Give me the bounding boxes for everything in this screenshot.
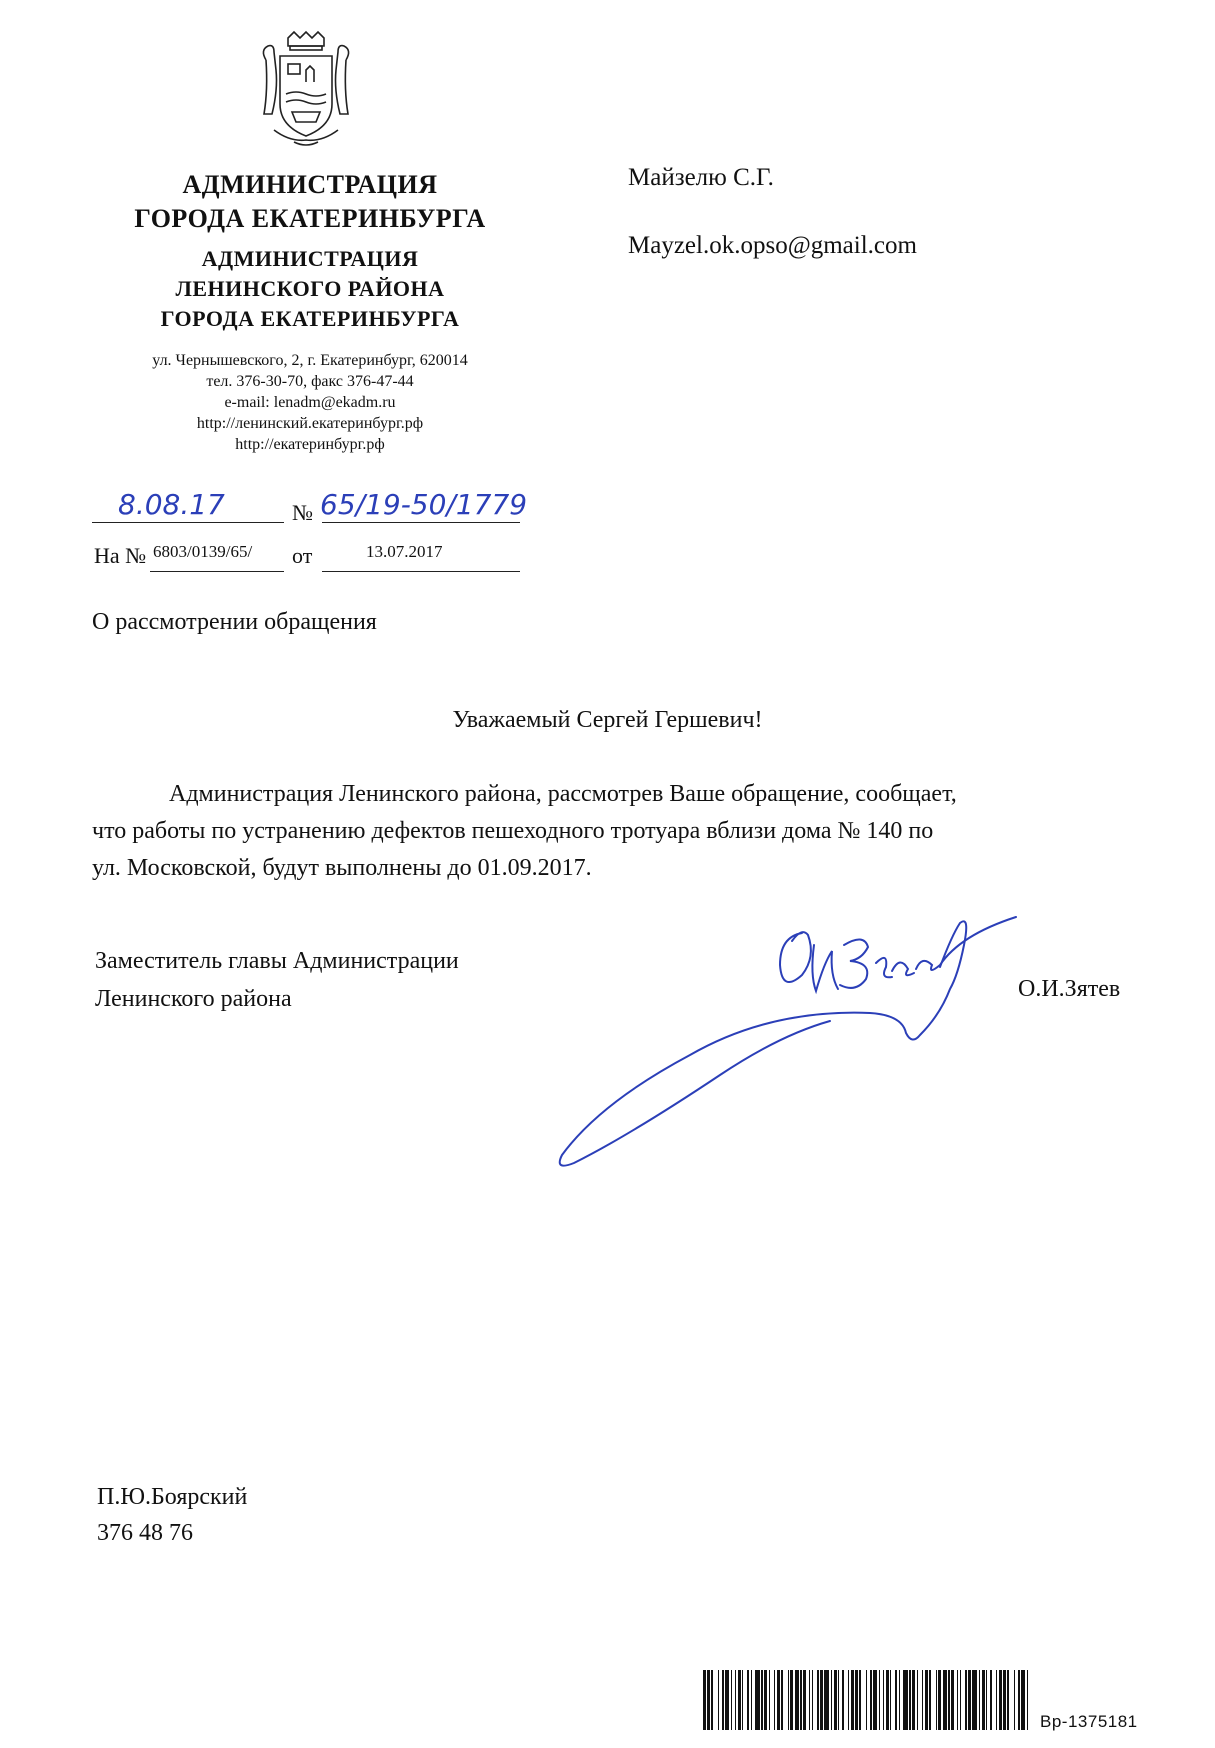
reference-number: 6803/0139/65/ — [153, 542, 253, 561]
executor-phone: 376 48 76 — [97, 1520, 193, 1546]
phone-fax: тел. 376-30-70, факс 376-47-44 — [206, 373, 414, 390]
handwritten-signature — [540, 905, 1040, 1205]
signatory-name: О.И.Зятев — [1018, 976, 1121, 1002]
sub-org-line-2: ЛЕНИНСКОГО РАЙОНА — [175, 276, 445, 301]
coat-of-arms-icon — [246, 30, 366, 150]
letter-body — [92, 776, 1144, 887]
number-label: № — [292, 500, 313, 525]
reference-from-label: от — [292, 543, 313, 568]
reference-date-underline — [322, 571, 520, 572]
registration-number: 65/19-50/1779 — [320, 488, 528, 521]
registration-date: 8.08.17 — [118, 488, 225, 521]
signatory-title — [95, 942, 459, 1018]
greeting: Уважаемый Сергей Гершевич! — [452, 707, 763, 733]
reference-date: 13.07.2017 — [366, 542, 443, 561]
sub-org-name — [100, 244, 520, 334]
body-line-3: ул. Московской, будут выполнены до 01.09.2017. — [92, 855, 592, 881]
reference-underline — [150, 571, 284, 572]
reference-label: На № — [94, 543, 147, 568]
org-email: e-mail: lenadm@ekadm.ru — [224, 394, 396, 411]
address: ул. Чернышевского, 2, г. Екатеринбург, 620014 — [152, 352, 468, 369]
number-underline — [322, 522, 520, 523]
contact-block — [90, 350, 530, 455]
website-1: http://ленинский.екатеринбург.рф — [196, 415, 424, 432]
body-line-2: что работы по устранению дефектов пешеходного тротуара вблизи дома № 140 по — [92, 818, 934, 844]
org-line-2: ГОРОДА ЕКАТЕРИНБУРГА — [134, 204, 486, 233]
sub-org-line-1: АДМИНИСТРАЦИЯ — [201, 246, 419, 271]
signatory-title-line-2: Ленинского района — [95, 986, 292, 1012]
org-line-1: АДМИНИСТРАЦИЯ — [182, 170, 438, 199]
barcode — [703, 1670, 1033, 1730]
subject-line: О рассмотрении обращения — [92, 609, 377, 635]
sub-org-line-3: ГОРОДА ЕКАТЕРИНБУРГА — [160, 306, 460, 331]
body-line-1: Администрация Ленинского района, рассмотрев Ваше обращение, сообщает, — [169, 781, 957, 807]
date-underline — [92, 522, 284, 523]
barcode-number: Вр-1375181 — [1040, 1712, 1138, 1731]
executor-block — [97, 1479, 247, 1551]
signatory-title-line-1: Заместитель главы Администрации — [95, 948, 459, 974]
executor-name: П.Ю.Боярский — [97, 1484, 248, 1510]
recipient-email: Mayzel.ok.opso@gmail.com — [628, 232, 917, 259]
recipient-name: Майзелю С.Г. — [628, 164, 774, 191]
org-name — [90, 168, 530, 236]
website-2: http://екатеринбург.рф — [235, 436, 385, 453]
